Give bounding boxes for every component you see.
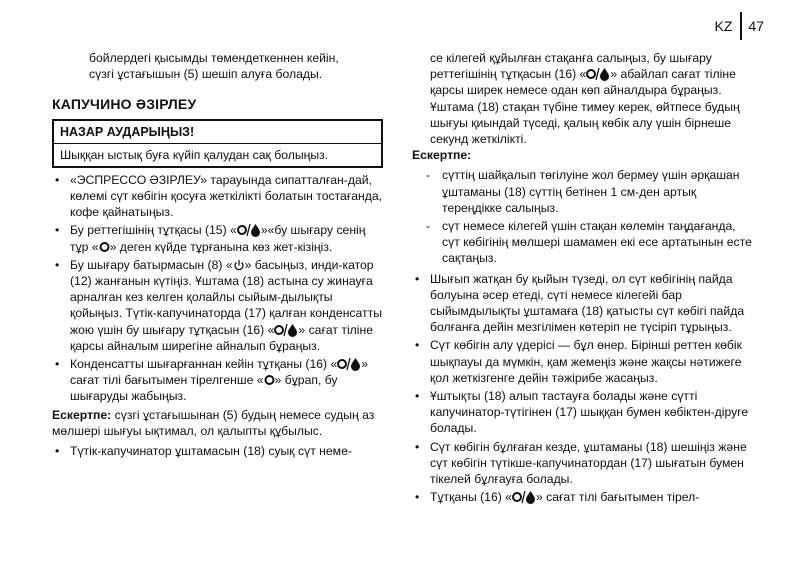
page-header <box>715 12 764 40</box>
list-item: • Бу реттегішінің тұтқасы (15) « »«бу шығару сенің тұр « » деген күйде тұрғанына көз жет-кізіңіз. <box>52 222 385 254</box>
right-bullet-list <box>412 271 752 506</box>
list-item: • Сүт көбігін алу үдерісі — бұл өнер. Бірінші реттен көбік шықпауы да мүмкін, қам жемеңіз және жақсы нәтижеге қол жеткізгенге дейін тәжірибе жасаңыз. <box>412 337 752 386</box>
page-number: 47 <box>748 18 764 34</box>
steam-ring-icon <box>264 373 275 387</box>
warning-box <box>52 119 383 168</box>
right-column <box>412 50 752 507</box>
note <box>52 407 385 439</box>
left-column <box>52 50 385 461</box>
steam-ring-drop-icon <box>337 357 361 371</box>
list-item: • Тұтқаны (16) « » сағат тілі бағытымен тірел- <box>412 489 752 505</box>
left-bullet-list <box>52 172 385 405</box>
list-item: - сүттің шайқалып төгілуіне жол бермеу үшін әрқашан ұштаманы (18) сүттің бетінен 1 см-ден артық тереңдікке салыңыз. <box>412 167 752 216</box>
note-label: Ескертпе: <box>52 407 112 422</box>
list-item: • Ұштықты (18) алып тастауға болады және сүтті капучинатор-түтігінен (17) шыққан бумен көбіктен-діруге болады. <box>412 388 752 437</box>
warning-title: НАЗАР АУДАРЫҢЫЗ! <box>60 124 195 139</box>
continued-paragraph: се кілегей құйылған стақанға салыңыз, бу шығару реттегішінің тұтқасын (16) « » абайлап сағат тіліне қарсы ширек немесе одан көп айналдыра бұраңыз. Ұштама (18) стақан түбіне тимеу керек, өйтпесе будың шығуы қиындай түседі, қалың көбік алу үшін бірнеше секунд жеткілікті. <box>430 51 740 147</box>
warning-text: Шыққан ыстық буға күйіп қалудан сақ болыңыз. <box>54 143 381 166</box>
section-title: КАПУЧИНО ӘЗІРЛЕУ <box>52 96 197 113</box>
steam-ring-drop-icon <box>512 490 536 504</box>
steam-ring-drop-icon <box>586 67 610 81</box>
power-icon <box>233 258 245 272</box>
list-item: • Сүт көбігін бұлғаған кезде, ұштаманы (18) шешіңіз және сүт көбігін түтікше-капучинатордан (17) шығатын бумен тікелей бұлғауға болады. <box>412 439 752 488</box>
header-divider <box>740 12 742 40</box>
list-item: • Түтік-капучинатор ұштамасын (18) суық сүт неме- <box>52 443 385 459</box>
list-item: • Шығып жатқан бу қыйын түзеді, ол сүт көбігінің пайда болуына әсер етеді, сүті немесе кілегейі бар сыйымдылықты ұштамаға (18) қатысты сүт көбігі пайда болғанға дейін мезгілімен көтеріп не түсіріп тұрыңыз. <box>412 271 752 336</box>
note-dash-list <box>412 167 752 266</box>
list-item: • «ЭСПРЕССО ӘЗІРЛЕУ» тарауында сипатталған-дай, көлемі сүт көбігін қосуға жеткілікті болатын тостағанда, кофе қайнатыңыз. <box>52 172 385 221</box>
steam-ring-icon <box>99 240 110 254</box>
intro-line-2: сүзгі ұстағышын (5) шешіп алуға болады. <box>89 67 323 82</box>
left-bullet-list-2 <box>52 443 385 459</box>
note-label: Ескертпе: <box>412 148 472 163</box>
list-item: • Конденсатты шығарғаннан кейін тұтқаны (16) « » сағат тілі бағытымен тірелгенше « » бұрап, бу шығаруды жабыңыз. <box>52 356 385 405</box>
language-code: KZ <box>714 18 733 34</box>
steam-ring-drop-icon <box>237 223 261 237</box>
list-item: • Бу шығару батырмасын (8) « » басыңыз, инди-катор (12) жанғанын күтіңіз. Ұштама (18) астына су жинауға арналған кез келген қолайлы сыйым-дылықты қойыңыз. Түтік-капучинаторда (17) қалған конденсатты жою үшін бу шығару тұтқасын (16) « » сағат тіліне қарсы айналым ширегіне айналып бұраңыз. <box>52 257 385 354</box>
note-text: сүзгі ұстағышынан (5) будың немесе судың аз мөлшері шығуы ықтимал, ол қалыпты құбылыс. <box>52 407 375 438</box>
intro-line-1: бойлердегі қысымды төмендеткеннен кейін, <box>89 51 339 65</box>
steam-ring-drop-icon <box>274 323 298 337</box>
list-item: - сүт немесе кілегей үшін стақан көлемін таңдағанда, сүт көбігінің мөлшері шамамен екі есе артатынын есте сақтаңыз. <box>412 218 752 267</box>
